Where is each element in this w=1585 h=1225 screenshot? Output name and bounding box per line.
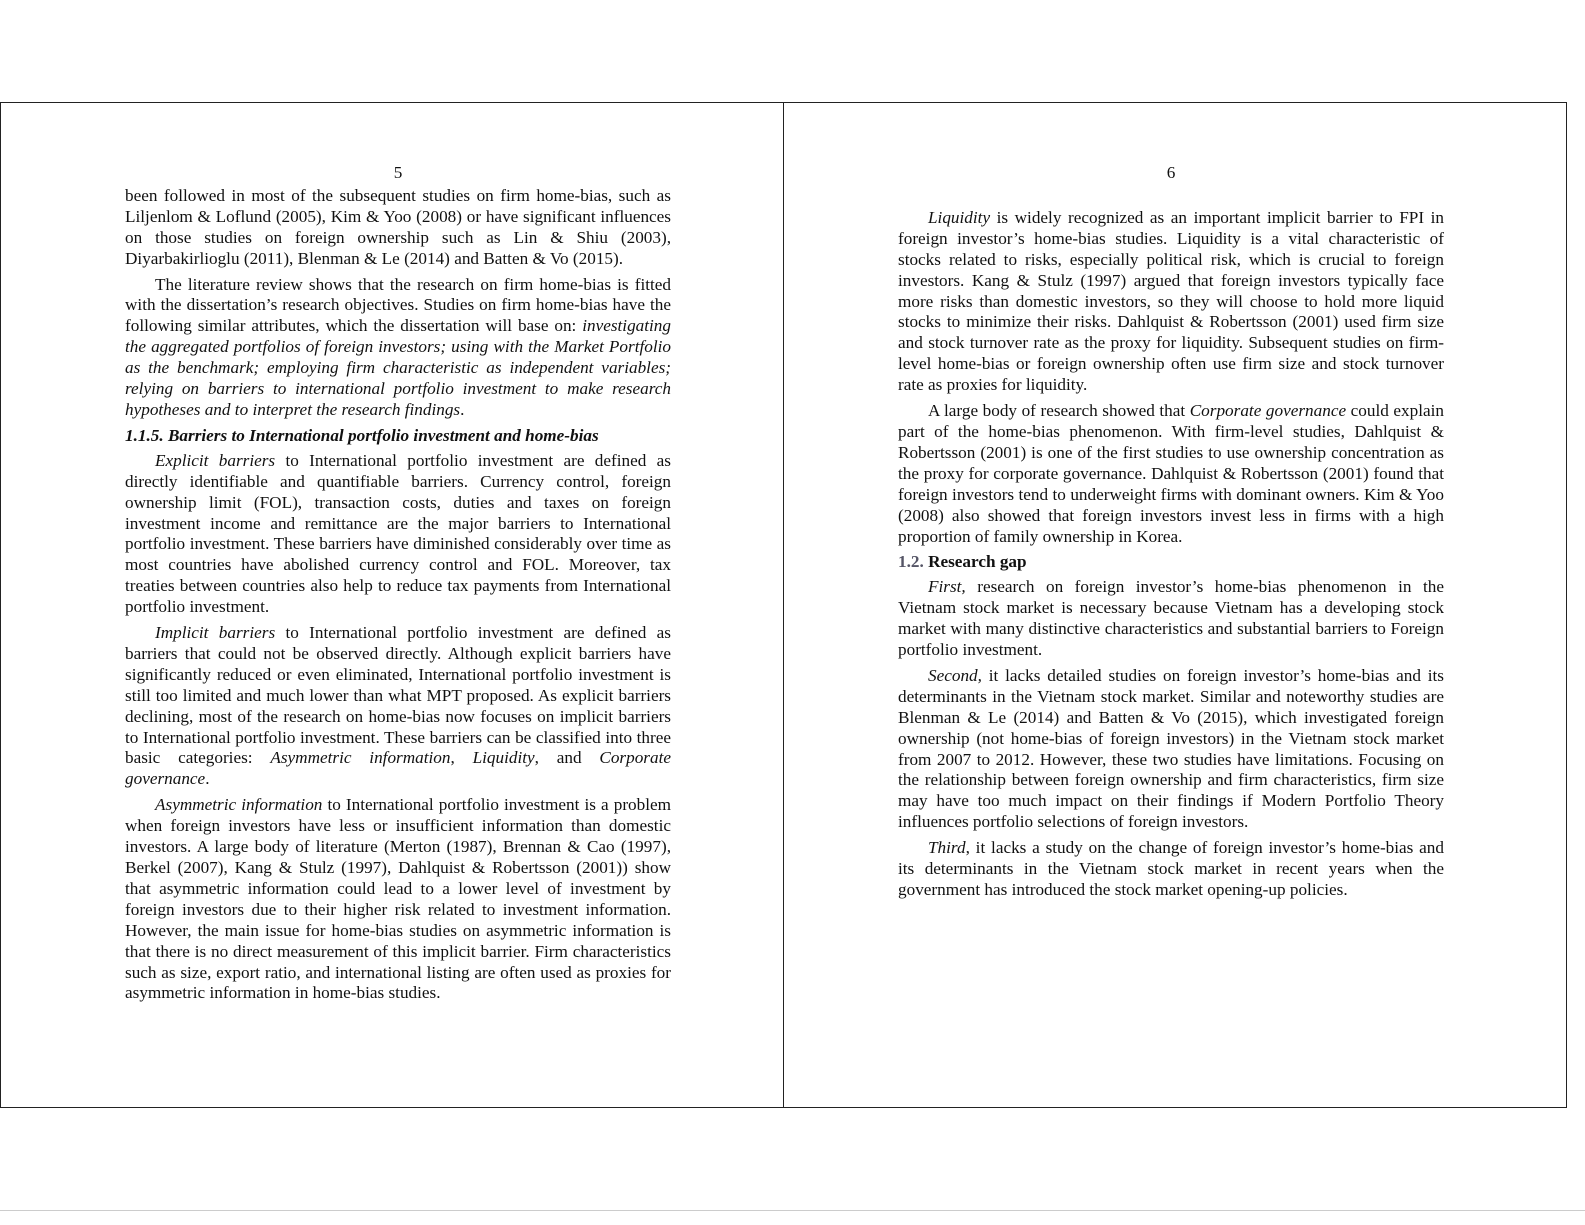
italic-text: Asymmetric information: [155, 795, 323, 815]
text-run: to International portfolio investment are defined as barriers that could not be observed directly. Although explicit barriers have significantly reduced or even eliminated, International portfolio investment is still too limited and much lower than what MPT proposed. As explicit barriers declining, most of the research on home-bias now focuses on implicit barriers to International portfolio investment. These barriers can be classified into three basic categories:: [125, 623, 671, 768]
paragraph: [125, 623, 671, 790]
paragraph: [898, 401, 1444, 547]
italic-text: Corporate governance: [125, 748, 671, 789]
text-run: Research gap: [923, 552, 1027, 572]
paragraph: [898, 666, 1444, 833]
paragraph: [125, 795, 671, 1004]
divider: [0, 1210, 1585, 1211]
spacer: [898, 186, 1444, 208]
italic-text: First,: [928, 577, 966, 597]
italic-text: Second,: [928, 665, 982, 685]
italic-text: Explicit barriers: [155, 450, 276, 470]
text-run: to International portfolio investment are defined as directly identifiable and quantifiable barriers. Currency control, foreign ownership limit (FOL), transaction costs, duties and taxes on foreign investment income and remittance are the major barriers to International portfolio investment. These barriers have diminished considerably over time as most countries have abolished currency control and FOL. Moreover, tax treaties between countries also help to reduce tax payments from International portfolio investment.: [125, 450, 671, 617]
italic-text: Corporate governance: [1189, 401, 1347, 421]
page-number: 5: [393, 163, 403, 182]
text-run: 1.2.: [898, 552, 924, 572]
text-run: .: [460, 399, 465, 419]
paragraph: [125, 186, 671, 270]
page-content-right: [898, 163, 1444, 906]
paragraph: [898, 208, 1444, 396]
text-run: could explain part of the home-bias phenomenon. With firm-level studies, Dahlquist & Robertsson (2001) is one of the first studies to use ownership concentration as the proxy for corporate governance. Dahlquist & Robertsson (2001) found that foreign investors tend to underweight firms with dominant owners. Kim & Yoo (2008) also showed that foreign investors invest less in firms with a high proportion of family ownership in Korea.: [898, 401, 1445, 546]
text-run: is widely recognized as an important implicit barrier to FPI in foreign investor’s home-bias studies. Liquidity is a vital characteristic of stocks related to risks, especially political risk, which is crucial to foreign investors. Kang & Stulz (1997) argued that foreign investors typically face more risks than domestic investors, so they will choose to hold more liquid stocks to minimize their risks. Dahlquist & Robertsson (2001) used firm size and stock turnover rate as the proxy for liquidity. Subsequent studies on firm-level home-bias or foreign ownership often use firm size and stock turnover rate as proxies for liquidity.: [898, 207, 1444, 395]
text-body: [125, 186, 671, 1004]
paragraph: [898, 838, 1444, 901]
paragraph: [898, 577, 1444, 661]
text-run: it lacks detailed studies on foreign investor’s home-bias and its determinants in the Vietnam stock market. Similar and noteworthy studies are Blenman & Le (2014) and Batten & Vo (2015), which investigated foreign ownership (not home-bias of foreign investors) in the Vietnam stock market from 2007 to 2012. However, these two studies have limitations. Focusing on the relationship between foreign ownership and firm characteristics, firm size may have too much impact on their findings if Modern Portfolio Theory influences portfolio selections of foreign investors.: [898, 665, 1444, 832]
italic-text: investigating the aggregated portfolios of foreign investors; using with the Market Portfolio as the benchmark; employing firm characteristic as independent variables; relying on barriers to international portfolio investment to make research hypotheses and to interpret the research findings: [125, 316, 671, 419]
section-heading: [125, 426, 671, 447]
paragraph: [125, 275, 671, 421]
document-page-right: [783, 102, 1567, 1108]
text-run: , it lacks a study on the change of foreign investor’s home-bias and its determinants in the Vietnam stock market in recent years when the government has introduced the stock market opening-up policies.: [898, 838, 1444, 899]
page-content-left: [125, 163, 671, 1009]
italic-text: Third: [928, 838, 966, 858]
italic-text: Implicit barriers: [155, 623, 276, 643]
text-run: A large body of research showed that: [928, 401, 1190, 421]
text-run: to International portfolio investment is a problem when foreign investors have less or insufficient information than domestic investors. A large body of literature (Merton (1987), Brennan & Cao (1997), Berkel (2007), Kang & Stulz (1997), Dahlquist & Robertsson (2001)) show that asymmetric information could lead to a lower level of investment by foreign investors due to their higher risk related to investment information. However, the main issue for home-bias studies on asymmetric information is that there is no direct measurement of this implicit barrier. Firm characteristics such as size, export ratio, and international listing are often used as proxies for asymmetric information in home-bias studies.: [125, 795, 672, 1003]
text-run: The literature review shows that the research on firm home-bias is fitted with the dissertation’s research objectives. Studies on firm home-bias have the following similar attributes, which the dissertation will base on:: [125, 274, 671, 336]
text-run: been followed in most of the subsequent studies on firm home-bias, such as Liljenlom & Loflund (2005), Kim & Yoo (2008) or have significant influences on those studies on foreign ownership such as Lin & Shiu (2003), Diyarbakirlioglu (2011), Blenman & Le (2014) and Batten & Vo (2015).: [125, 185, 671, 268]
page-number: 6: [1166, 163, 1176, 182]
document-page-left: [0, 102, 784, 1108]
italic-text: Asymmetric information: [270, 748, 451, 768]
section-heading: [898, 552, 1444, 573]
text-body: [898, 186, 1444, 901]
italic-text: Liquidity: [928, 207, 991, 227]
text-run: ,: [450, 748, 473, 768]
italic-text: Liquidity: [472, 748, 535, 768]
text-run: research on foreign investor’s home-bias phenomenon in the Vietnam stock market is necessary because Vietnam has a developing stock market with many distinctive characteristics and substantial barriers to Foreign portfolio investment.: [898, 577, 1444, 660]
text-run: .: [205, 769, 210, 789]
paragraph: [125, 451, 671, 618]
text-run: , and: [534, 748, 600, 768]
text-run: 1.1.5. Barriers to International portfolio investment and home-bias: [125, 425, 599, 445]
